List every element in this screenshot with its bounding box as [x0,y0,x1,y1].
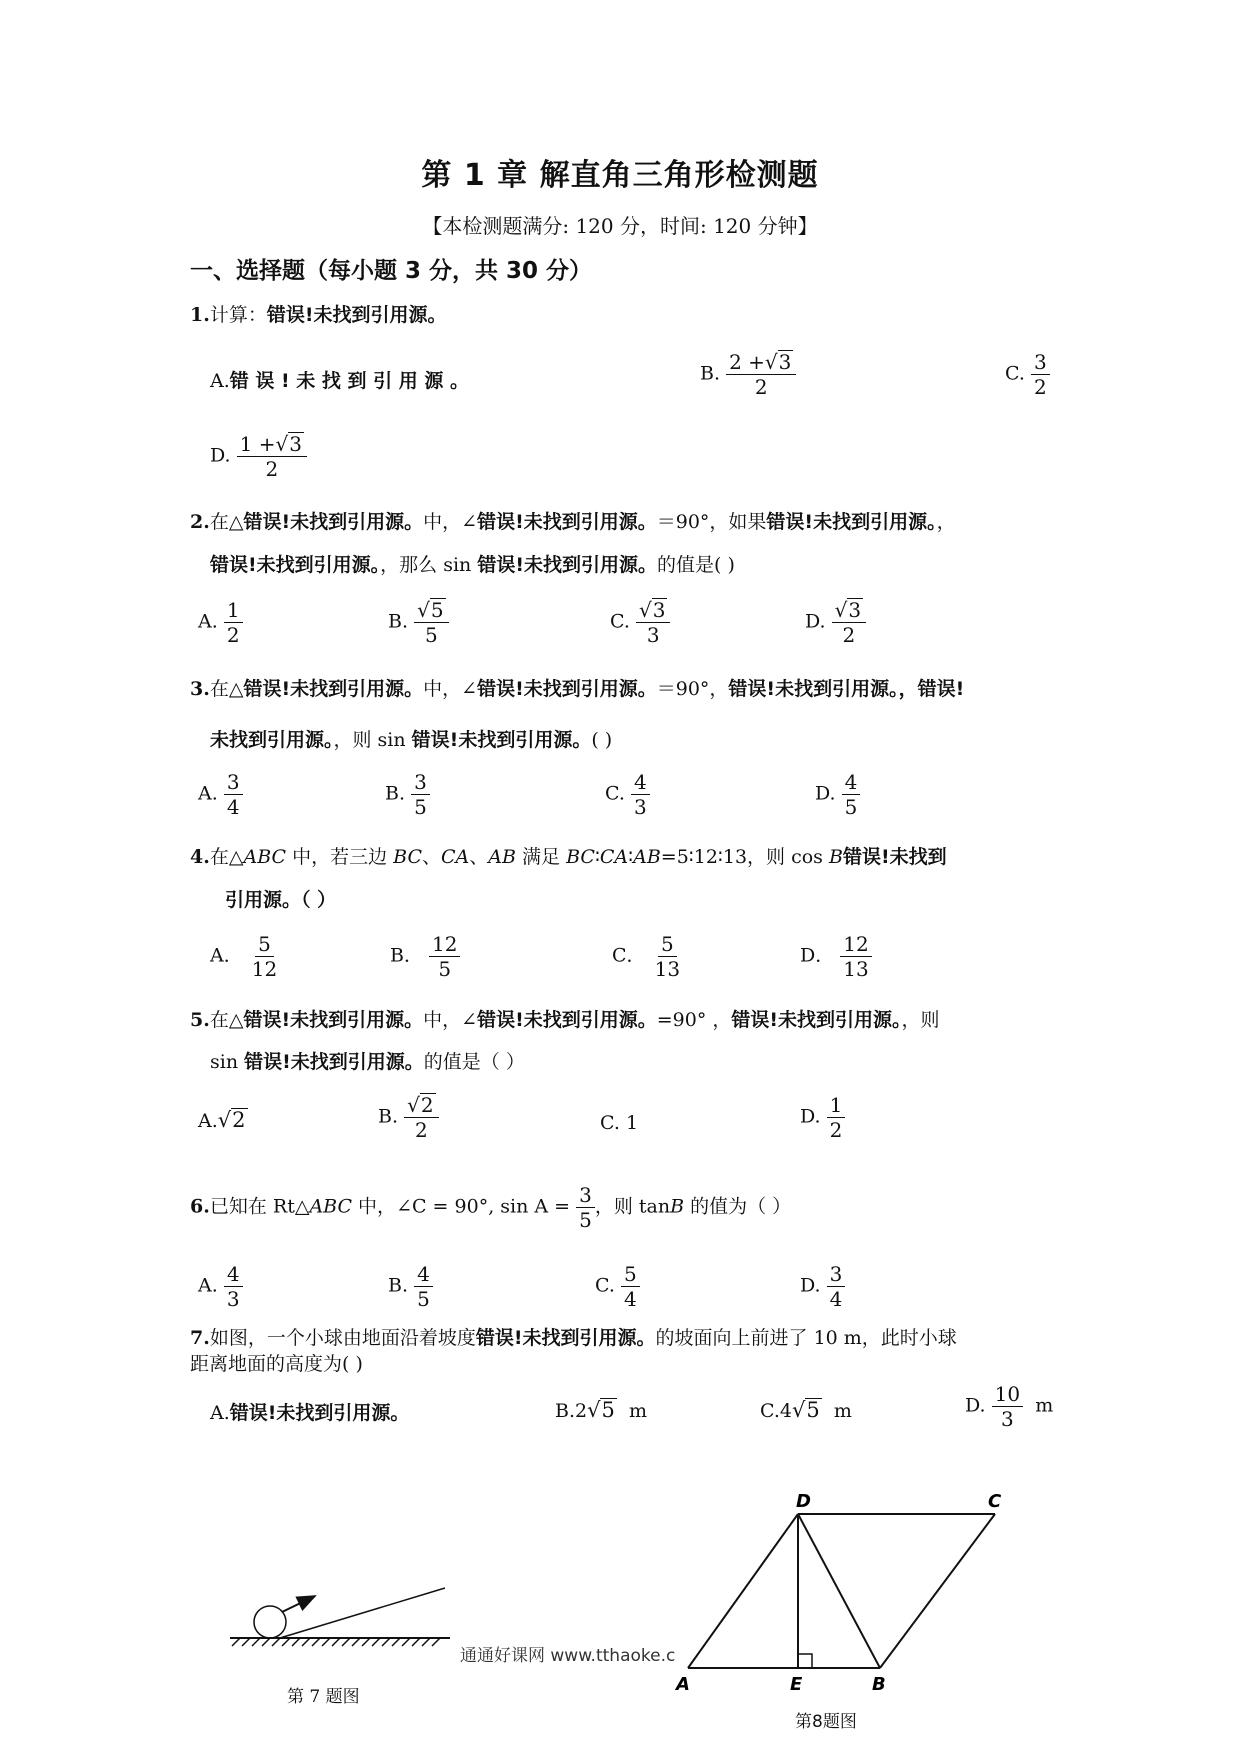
q6-c-label: C. [595,1274,615,1297]
q2-d-radicand: 3 [848,598,862,622]
q5-b-denom: 2 [414,1118,428,1142]
q6-b-fraction [414,1262,433,1311]
q3-b-numer: 3 [411,770,430,795]
q2-d-denom: 2 [842,623,856,647]
q6-a-fraction [224,1262,243,1311]
q3-a-label: A. [198,782,218,805]
q6-d-label: D. [800,1274,821,1297]
q2-ref-3: 错误!未找到引用源。 [766,511,937,533]
q4-text-6: =5∶12∶13，则 cos [660,846,829,868]
q2-ref-4: 错误!未找到引用源。 [210,554,381,576]
question-5-line-2 [210,1048,525,1076]
q2-number: 2. [190,511,210,533]
q7-option-a[interactable] [210,1398,409,1425]
q4-b-denom: 5 [438,957,452,981]
q7-a-label: A. [210,1402,230,1424]
q2-option-c[interactable] [610,598,670,647]
q4-d-fraction [840,932,871,981]
q1-b-fraction: $\frac{2 +√3}{2}$ [726,350,796,399]
q2-c-radicand: 3 [652,598,666,622]
q2-text-1: 在△ [209,511,244,533]
q3-a-numer: 3 [224,770,243,795]
q1-d-denom: 2 [265,457,279,481]
q6-option-b[interactable] [388,1262,433,1311]
q5-text-1: 在△ [209,1009,244,1031]
q4-a-fraction [249,932,280,981]
q3-text-5: 未找到引用源。 [210,729,334,751]
q3-option-d[interactable] [815,770,860,819]
q3-text-7: ( ) [591,729,613,751]
q3-c-fraction [631,770,650,819]
q4-b-numer: 12 [429,932,460,957]
q3-ref-3: 错误!未找到引用源。 [728,678,899,700]
q6-d-numer: 3 [827,1262,846,1287]
question-3 [190,675,964,703]
q6-text-4: ，则 tan [594,1195,671,1218]
q4-b-fraction [429,932,460,981]
q4-ratio-ab: AB [633,846,661,868]
q3-b-label: B. [385,782,406,805]
q6-number: 6. [190,1195,210,1218]
q6-f-denom: 5 [579,1208,592,1232]
q2-a-numer: 1 [224,598,243,623]
q2-ref-5: 错误!未找到引用源。 [477,554,657,576]
figure-8-caption: 第8题图 [795,1712,857,1732]
question-6 [190,1183,791,1232]
q7-ref-1: 错误!未找到引用源。 [475,1327,656,1349]
side-bc [880,1514,995,1668]
q5-a-label: A. [198,1110,218,1132]
q6-option-d[interactable] [800,1262,845,1311]
q7-number: 7. [190,1327,210,1349]
q1-a-label: A. [210,370,230,392]
q1-option-c[interactable] [1005,350,1050,399]
motion-arrow [282,1596,315,1612]
q3-option-c[interactable] [605,770,650,819]
q5-d-numer: 1 [827,1093,846,1118]
question-5 [190,1006,940,1034]
q2-b-label: B. [388,610,409,633]
question-1 [190,301,447,329]
q7-option-b[interactable]: B.2√5 m [555,1398,647,1422]
q4-triangle-name: ABC [243,846,287,868]
q6-angle-b: B [670,1195,685,1218]
q5-ref-2: 错误!未找到引用源。 [477,1009,657,1031]
side-da [688,1514,798,1668]
q4-ratio-bc: BC [566,846,595,868]
q6-c-numer: 5 [621,1262,640,1287]
q7-d-numer: 10 [992,1382,1023,1407]
q3-text-6: ，则 sin [333,729,412,751]
question-4 [190,843,947,871]
q1-d-numer: 1 + [239,432,276,456]
q1-b-denom: 2 [754,375,768,399]
q4-d-label: D． [800,944,835,967]
q2-text-6: 的值是( ) [657,554,735,576]
ball [254,1606,286,1638]
q1-d-label: D. [210,444,231,467]
q6-a-numer: 4 [224,1262,243,1287]
q5-b-radicand: 2 [420,1093,434,1117]
q6-triangle-name: ABC [309,1195,353,1218]
label-d: D [796,1491,811,1512]
q1-number: 1. [190,304,210,326]
q1-d-radicand: 3 [289,432,302,456]
q7-a-ref: 错误!未找到引用源。 [229,1402,410,1424]
q5-text-5: sin [210,1051,245,1073]
q3-b-fraction [411,770,430,819]
q4-a-denom: 12 [251,957,278,981]
label-e: E [790,1674,803,1695]
q5-ref-3: 错误!未找到引用源。 [731,1009,902,1031]
q7-c-radicand: 5 [806,1398,820,1422]
q4-side-ab: AB [488,846,516,868]
q3-number: 3. [190,678,210,700]
q4-option-b[interactable] [390,932,460,981]
q7-b-text: B.2 [555,1400,588,1422]
q3-text-4: ，错误! [898,678,965,700]
q4-a-label: A． [210,944,243,967]
q5-d-label: D. [800,1105,821,1128]
q4-sep-2: 、 [469,846,489,868]
q7-option-d[interactable] [965,1382,1053,1431]
q3-c-numer: 4 [631,770,650,795]
figure-8-diagram [660,1490,1020,1705]
q6-b-numer: 4 [414,1262,433,1287]
q7-text-1: 如图，一个小球由地面沿着坡度 [209,1327,476,1349]
q5-text-2: 中，∠ [423,1009,478,1031]
q5-text-6: 的值是（ ） [423,1051,525,1073]
q1-c-denom: 2 [1033,375,1047,399]
question-4-line-2: 引用源。（ ） [225,889,337,911]
q7-c-unit: m [833,1400,852,1422]
q4-c-numer: 5 [658,932,677,957]
q7-b-radicand: 5 [601,1398,615,1422]
q5-ref-4: 错误!未找到引用源。 [244,1051,424,1073]
q4-c-fraction [652,932,683,981]
page-title: 第 1 章 解直角三角形检测题 [421,158,819,193]
q2-d-label: D. [805,610,826,633]
q4-c-denom: 13 [654,957,681,981]
q2-a-label: A. [198,610,218,633]
q6-c-denom: 4 [623,1287,637,1311]
q4-angle-b: B [828,846,843,868]
q3-a-denom: 4 [226,795,240,819]
q6-a-label: A. [198,1274,218,1297]
q2-text-3: ＝90°，如果 [656,511,767,533]
question-2-line-2 [210,551,735,579]
q2-ref-1: 错误!未找到引用源。 [243,511,424,533]
q6-text-5: 的值为（ ） [684,1195,792,1218]
q5-text-4: ，则 [901,1009,940,1031]
q1-a-text: 错 误 ! 未 找 到 引 用 源 。 [229,370,469,392]
q1-b-numer: 2 + [729,350,765,374]
watermark-text: 通通好课网 www.tthaoke.c [460,1646,676,1666]
q6-d-fraction [827,1262,846,1311]
q4-side-bc: BC [393,846,422,868]
figure-7-diagram [220,1580,460,1660]
q5-number: 5. [190,1009,210,1031]
q4-sep-1: 、 [422,846,442,868]
q3-a-fraction [224,770,243,819]
q6-text-1: 已知在 Rt△ [209,1195,310,1218]
q3-c-denom: 3 [633,795,647,819]
q3-ref-2: 错误!未找到引用源。 [477,678,657,700]
q1-text: 计算： [209,304,267,326]
q4-a-numer: 5 [255,932,274,957]
q4-b-label: B． [390,944,423,967]
q3-ref-1: 错误!未找到引用源。 [243,678,424,700]
q7-text-2: 的坡面向上前进了 10 m，此时小球 [655,1327,957,1349]
q4-side-ca: CA [441,846,470,868]
q4-number: 4. [190,846,210,868]
q3-d-numer: 4 [842,770,861,795]
q5-option-d[interactable] [800,1093,845,1142]
q1-option-b[interactable] [700,350,796,399]
q3-d-denom: 5 [844,795,858,819]
q1-c-label: C. [1005,362,1025,385]
q5-a-radicand: 2 [232,1108,246,1132]
q2-b-denom: 5 [424,623,438,647]
question-2 [190,508,956,536]
q3-text-3: ＝90°， [656,678,729,700]
q3-d-label: D. [815,782,836,805]
q7-d-label: D. [965,1394,986,1417]
q1-c-numer: 3 [1031,350,1050,375]
q6-b-label: B. [388,1274,409,1297]
q4-option-a[interactable] [210,932,280,981]
q2-a-denom: 2 [226,623,240,647]
slope-line [280,1588,445,1638]
q2-ref-2: 错误!未找到引用源。 [477,511,657,533]
q3-option-a[interactable] [198,770,243,819]
q4-colon-2: ∶ [628,846,634,868]
section-heading: 一、选择题（每小题 3 分，共 30 分） [190,258,593,284]
diagonal-db [798,1514,880,1668]
q2-option-b[interactable] [388,598,449,647]
q1-option-a[interactable] [210,366,469,393]
q4-ref-1: 错误!未找到 [842,846,947,868]
q3-b-denom: 5 [414,795,427,819]
q3-c-label: C. [605,782,625,805]
q6-b-denom: 5 [417,1287,430,1311]
q7-b-unit: m [628,1400,647,1422]
q7-c-text: C.4 [760,1400,792,1422]
q1-d-fraction: $\frac{1 +√3}{2}$ [237,432,307,481]
q4-option-d[interactable] [800,932,872,981]
q5-option-c[interactable]: C. 1 [600,1112,639,1134]
q5-b-fraction: $\frac{√2}{2}$ [404,1093,438,1142]
q6-sin-fraction [576,1183,595,1232]
q6-d-denom: 4 [829,1287,843,1311]
q4-d-numer: 12 [840,932,871,957]
q1-c-fraction [1031,350,1050,399]
q7-d-fraction [992,1382,1023,1431]
page-subtitle: 【本检测题满分: 120 分，时间: 120 分钟】 [422,214,818,238]
q7-d-denom: 3 [1001,1407,1014,1431]
q1-option-d[interactable] [210,432,307,481]
q2-option-a[interactable] [198,598,243,647]
q2-d-fraction: $\frac{√3}{2}$ [832,598,866,647]
q4-option-c[interactable] [612,932,683,981]
q2-text-2: 中，∠ [423,511,478,533]
q2-text-4: ， [936,511,956,533]
q4-text-4: 满足 [515,846,567,868]
label-c: C [988,1491,1002,1512]
label-b: B [872,1674,886,1695]
q2-c-denom: 3 [646,623,660,647]
q2-c-fraction: $\frac{√3}{3}$ [636,598,670,647]
q2-text-5: ，那么 sin [380,554,478,576]
q2-b-radicand: 5 [430,598,444,622]
q4-colon-1: ∶ [594,846,600,868]
q6-option-a[interactable] [198,1262,243,1311]
q6-f-numer: 3 [576,1183,595,1208]
q6-condition: ∠C = 90°, sin A = [396,1195,571,1218]
right-angle-mark [798,1654,812,1668]
q3-text-1: 在△ [209,678,244,700]
question-7-line-2: 距离地面的高度为( ) [190,1353,363,1375]
q5-d-fraction [827,1093,846,1142]
q1-ref-error: 错误!未找到引用源。 [266,304,447,326]
q5-b-label: B. [378,1105,399,1128]
q6-c-fraction [621,1262,640,1311]
q3-ref-4: 错误!未找到引用源。 [411,729,592,751]
q5-ref-1: 错误!未找到引用源。 [243,1009,424,1031]
question-7 [190,1324,957,1352]
q1-b-label: B. [700,362,721,385]
q7-d-unit: m [1035,1394,1054,1417]
q5-option-b[interactable] [378,1093,439,1142]
label-a: A [676,1674,690,1695]
q4-ratio-ca: CA [599,846,629,868]
q1-b-radicand: 3 [778,350,792,374]
q3-text-2: 中，∠ [423,678,478,700]
q4-text-2: 中，若三边 [286,846,394,868]
q2-a-fraction [224,598,243,647]
q4-c-label: C． [612,944,646,967]
q5-d-denom: 2 [829,1118,843,1142]
q2-b-fraction: $\frac{√5}{5}$ [414,598,448,647]
q6-option-c[interactable] [595,1262,640,1311]
q4-text-1: 在△ [209,846,244,868]
question-3-line-2 [210,726,612,754]
q3-option-b[interactable] [385,770,430,819]
ground-hatching [232,1638,440,1646]
q5-option-a[interactable]: A.√2 [198,1108,246,1132]
q2-c-label: C. [610,610,630,633]
q3-d-fraction [842,770,861,819]
q4-d-denom: 13 [843,957,869,981]
q6-a-denom: 3 [226,1287,240,1311]
q6-text-2: 中， [352,1195,397,1218]
q5-text-3: =90° ， [656,1009,732,1031]
q2-option-d[interactable] [805,598,866,647]
figure-7-caption: 第 7 题图 [287,1687,360,1707]
q7-option-c[interactable]: C.4√5 m [760,1398,852,1422]
